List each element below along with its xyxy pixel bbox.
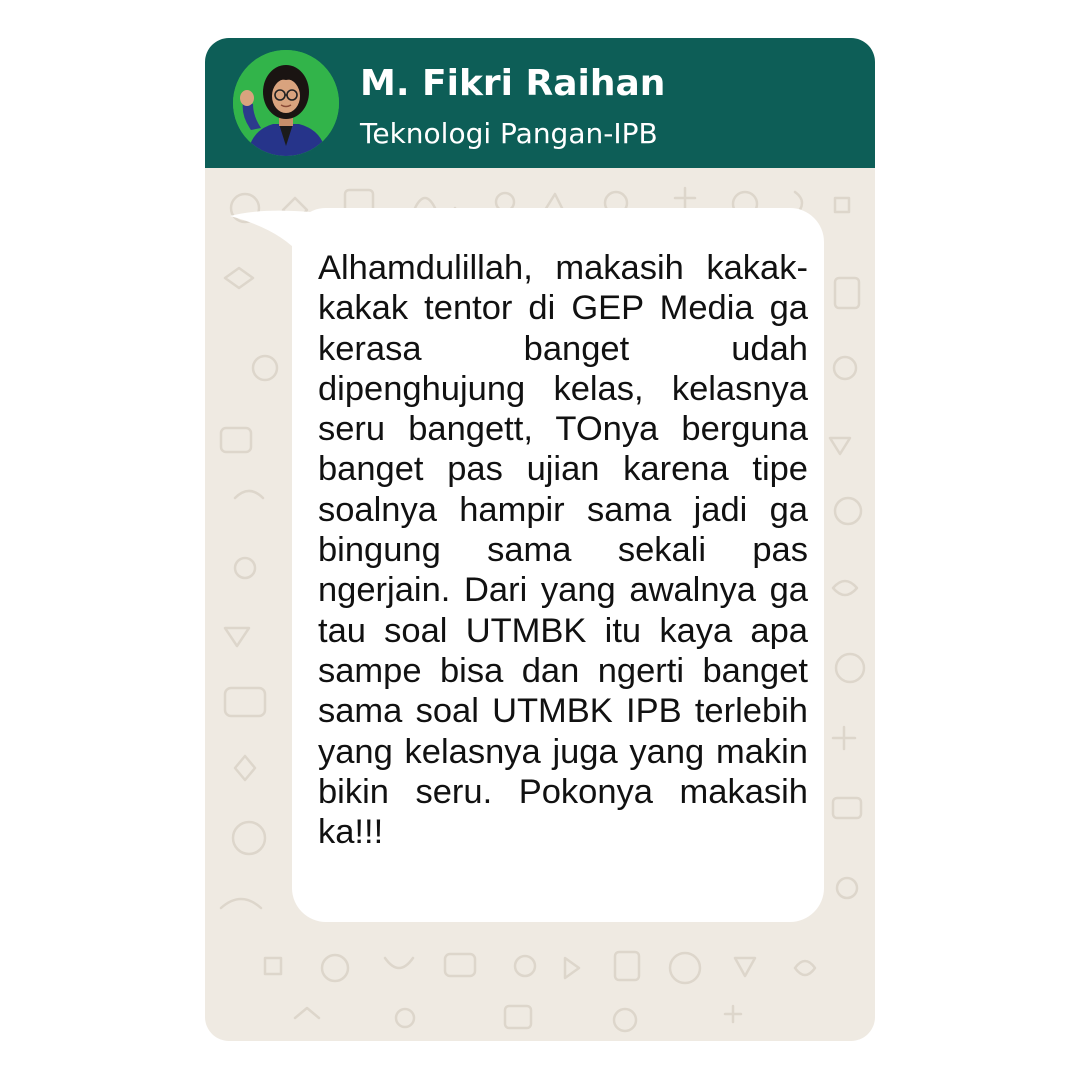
message-bubble[interactable] [292, 208, 824, 922]
chat-header [205, 38, 875, 168]
contact-name: M. Fikri Raihan [360, 63, 666, 104]
contact-subtitle: Teknologi Pangan-IPB [360, 117, 658, 150]
message-text: Alhamdulillah, makasih kakak-kakak tentor di GEP Media ga kerasa banget udah dipenghujung kelas, kelasnya seru bangett, TOnya berguna banget pas ujian karena tipe soalnya hampir sama jadi ga bingung sama sekali pas ngerjain. Dari yang awalnya ga tau soal UTMBK itu kaya apa sampe bisa dan ngerti banget sama soal UTMBK IPB terlebih yang kelasnya juga yang makin bikin seru. Pokonya makasih ka!!! [318, 249, 808, 852]
avatar-photo-icon [233, 50, 339, 156]
chat-card [205, 38, 875, 1041]
avatar[interactable] [233, 50, 339, 156]
